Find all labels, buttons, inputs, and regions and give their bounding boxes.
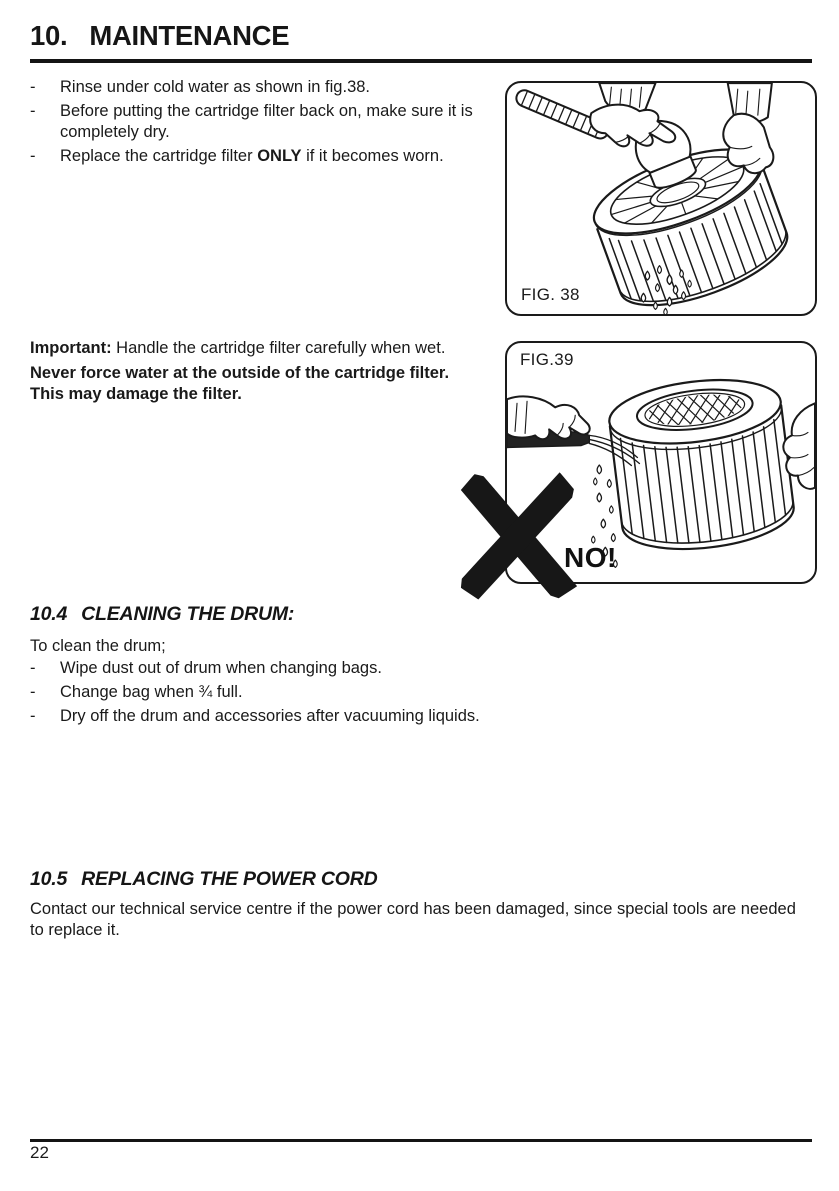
- section-heading: [30, 604, 500, 625]
- bullet-item: [30, 658, 500, 679]
- important-label: Important:: [30, 339, 112, 357]
- bullet-item: [30, 146, 482, 167]
- section-title: CLEANING THE DRUM:: [81, 603, 295, 625]
- section-intro: To clean the drum;: [30, 637, 166, 655]
- section-power-cord: [30, 869, 812, 941]
- section-number: 10.4: [30, 603, 68, 625]
- bullet-dash: -: [30, 707, 36, 725]
- page-title-number: 10.: [30, 20, 68, 51]
- bullet-text: Before putting the cartridge filter back on, make sure it is completely dry.: [60, 102, 473, 141]
- page-title-text: MAINTENANCE: [89, 20, 290, 51]
- left-hand: [507, 396, 590, 439]
- important-text: Handle the cartridge filter carefully when wet.: [111, 339, 446, 357]
- bullet-text: Wipe dust out of drum when changing bags.: [60, 659, 382, 677]
- figure-39: [505, 341, 817, 584]
- maintenance-bullet-list: [30, 77, 482, 170]
- bullet-dash: -: [30, 102, 36, 120]
- bullet-text: Replace the cartridge filter ONLY if it becomes worn.: [60, 147, 444, 165]
- important-note: [30, 338, 482, 405]
- bullet-text: Dry off the drum and accessories after vacuuming liquids.: [60, 707, 480, 725]
- title-divider: [30, 59, 812, 63]
- bullet-bold-word: ONLY: [257, 147, 302, 165]
- section-title: REPLACING THE POWER CORD: [81, 868, 378, 890]
- section-number: 10.5: [30, 868, 68, 890]
- warning-paragraph: Never force water at the outside of the cartridge filter. This may damage the filter.: [30, 364, 450, 403]
- bullet-item: [30, 682, 500, 703]
- section-cleaning-drum: [30, 604, 500, 730]
- cartridge-filter: [606, 371, 798, 557]
- bullet-dash: -: [30, 659, 36, 677]
- page-title: [30, 20, 289, 52]
- bullet-text: Change bag when ¾ full.: [60, 683, 243, 701]
- section-heading: [30, 869, 812, 890]
- fig38-caption: FIG. 38: [521, 285, 580, 304]
- footer-divider: [30, 1139, 812, 1142]
- fig39-caption: FIG.39: [520, 350, 574, 369]
- no-cross-icon: [461, 475, 575, 599]
- bullet-item: [30, 706, 500, 727]
- fig38-illustration: [507, 83, 815, 314]
- no-label: NO!: [564, 542, 617, 573]
- bullet-text: Rinse under cold water as shown in fig.38.: [60, 78, 371, 96]
- figure-38: [505, 81, 817, 316]
- bullet-item: [30, 101, 482, 143]
- bullet-dash: -: [30, 78, 36, 96]
- bullet-item: [30, 77, 482, 98]
- bullet-dash: -: [30, 147, 36, 165]
- right-hand: [723, 83, 773, 173]
- page-number: 22: [30, 1143, 49, 1162]
- section-body: Contact our technical service centre if the power cord has been damaged, since special tools are needed to replace it.: [30, 900, 796, 939]
- bullet-dash: -: [30, 683, 36, 701]
- important-paragraph: [30, 338, 482, 359]
